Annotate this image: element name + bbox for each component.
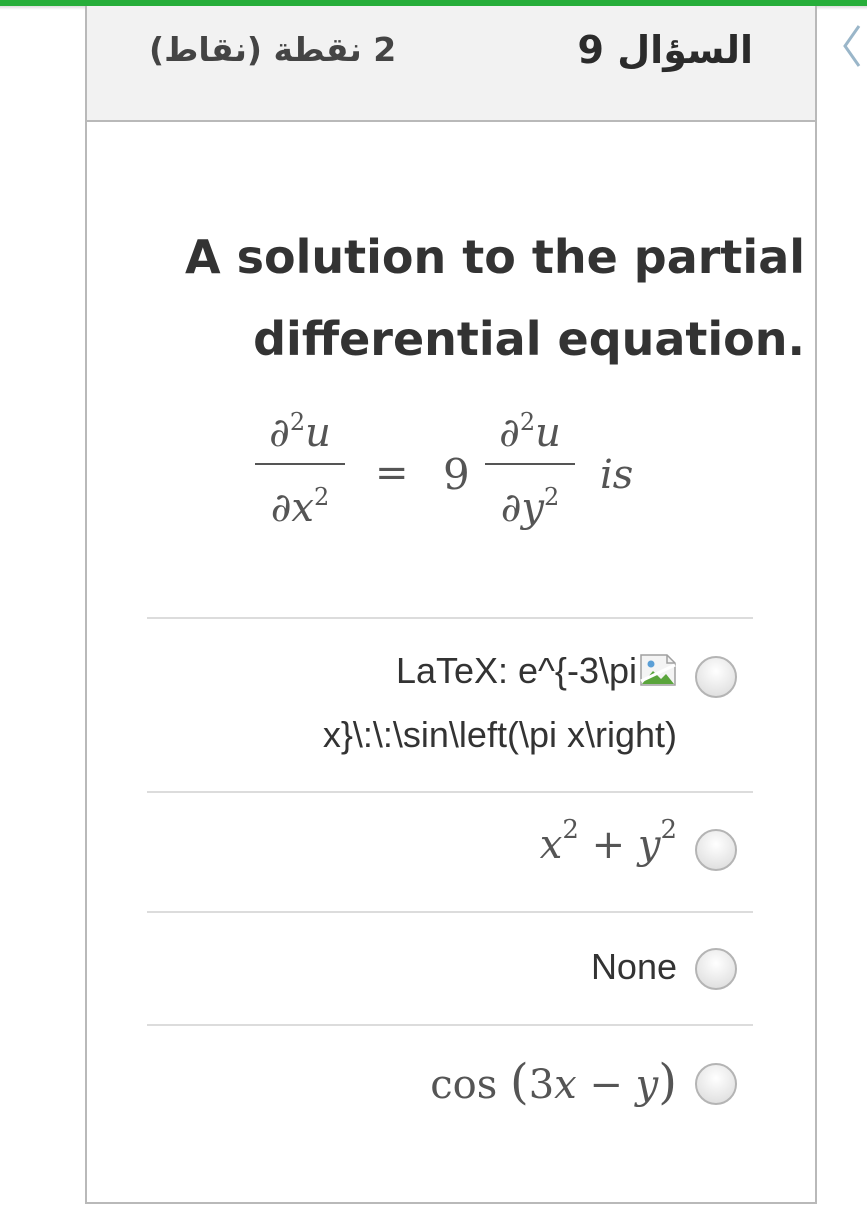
option-3-radio[interactable] bbox=[695, 948, 737, 990]
question-points: 2 نقطة (نقاط) bbox=[149, 30, 397, 69]
option-3-label: None bbox=[590, 946, 677, 987]
rhs-fraction-bar bbox=[485, 463, 575, 465]
lhs-fraction-bar bbox=[255, 463, 345, 465]
question-text-line-2: .differential equation bbox=[253, 312, 805, 366]
option-1-line-1: LaTeX: e^{-3\pi bbox=[395, 650, 637, 691]
rhs-numerator: ∂$^2$u bbox=[499, 408, 561, 456]
option-4-math: cos (3x − y) bbox=[430, 1054, 677, 1110]
option-3[interactable] bbox=[147, 913, 753, 1025]
question-text-line-1: A solution to the partial bbox=[184, 230, 805, 284]
equation-suffix: is bbox=[600, 452, 634, 498]
option-1[interactable] bbox=[147, 619, 753, 791]
pde-equation bbox=[255, 400, 655, 550]
rhs-denominator: $\partial y^2$ bbox=[500, 483, 560, 531]
lhs-numerator: ∂$^2$u bbox=[269, 408, 331, 456]
broken-image-icon bbox=[639, 653, 677, 687]
question-text bbox=[184, 216, 805, 380]
question-header bbox=[87, 6, 815, 122]
option-4[interactable] bbox=[147, 1026, 753, 1146]
option-2[interactable] bbox=[147, 793, 753, 911]
chevron-left-icon[interactable] bbox=[835, 20, 867, 72]
option-1-text bbox=[323, 639, 677, 767]
question-number: السؤال 9 bbox=[577, 28, 753, 72]
option-1-radio[interactable] bbox=[695, 656, 737, 698]
option-4-radio[interactable] bbox=[695, 1063, 737, 1105]
rhs-fraction bbox=[485, 400, 575, 530]
option-2-radio[interactable] bbox=[695, 829, 737, 871]
lhs-denominator: $\partial x^2$ bbox=[270, 483, 330, 531]
coefficient: 9 bbox=[443, 450, 470, 499]
lhs-fraction bbox=[255, 400, 345, 530]
equals-sign: = bbox=[375, 450, 409, 496]
option-2-math: $x^2 + y^2$ bbox=[539, 815, 677, 868]
option-1-line-2: x}\:\:\sin\left(\pi x\right) bbox=[322, 714, 677, 755]
